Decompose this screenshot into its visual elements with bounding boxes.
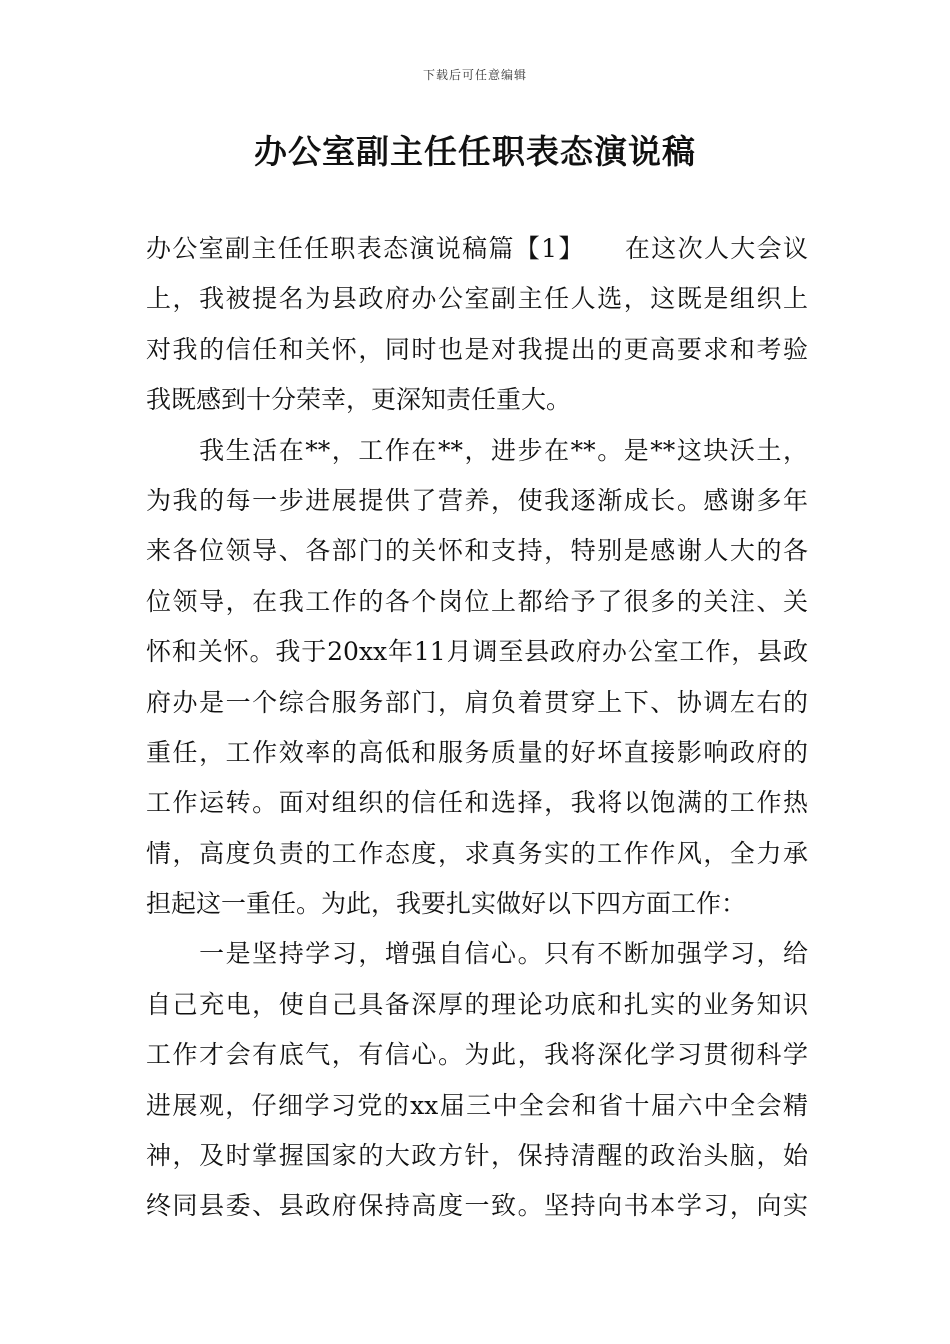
body-line: 一是坚持学习，增强自信心。只有不断加强学习，给 [146,939,808,969]
body-line: 我既感到十分荣幸，更深知责任重大。 [146,385,572,415]
body-line: 办公室副主任任职表态演说稿篇【1】 在这次人大会议 [146,234,808,263]
body-line: 重任，工作效率的高低和服务质量的好坏直接影响政府的 [146,737,808,767]
body-line: 上，我被提名为县政府办公室副主任人选，这既是组织上 [146,284,808,314]
header-note: 下载后可任意编辑 [422,68,527,82]
document-title: 办公室副主任任职表态演说稿 [254,132,696,171]
body-line: 进展观，仔细学习党的xx届三中全会和省十届六中全会精 [146,1090,808,1120]
body-line: 终同县委、县政府保持高度一致。坚持向书本学习，向实 [146,1191,808,1221]
body-line: 怀和关怀。我于20xx年11月调至县政府办公室工作，县政 [146,637,808,667]
body-line: 我生活在**，工作在**，进步在**。是**这块沃土， [146,435,808,465]
body-line: 担起这一重任。为此，我要扎实做好以下四方面工作： [146,889,747,919]
body-line: 自己充电，使自己具备深厚的理论功底和扎实的业务知识 [146,989,808,1019]
body-line: 情，高度负责的工作态度，求真务实的工作作风，全力承 [146,838,808,868]
body-line: 为我的每一步进展提供了营养，使我逐渐成长。感谢多年 [146,485,808,515]
body-line: 府办是一个综合服务部门，肩负着贯穿上下、协调左右的 [146,687,808,717]
body-line: 工作才会有底气，有信心。为此，我将深化学习贯彻科学 [146,1040,808,1070]
document-body [146,224,808,1232]
body-line: 神，及时掌握国家的大政方针，保持清醒的政治头脑，始 [146,1141,808,1171]
body-line: 位领导，在我工作的各个岗位上都给予了很多的关注、关 [146,586,808,616]
body-line: 来各位领导、各部门的关怀和支持，特别是感谢人大的各 [146,536,808,566]
body-line: 工作运转。面对组织的信任和选择，我将以饱满的工作热 [146,788,808,818]
body-line: 对我的信任和关怀，同时也是对我提出的更高要求和考验 [146,334,808,364]
